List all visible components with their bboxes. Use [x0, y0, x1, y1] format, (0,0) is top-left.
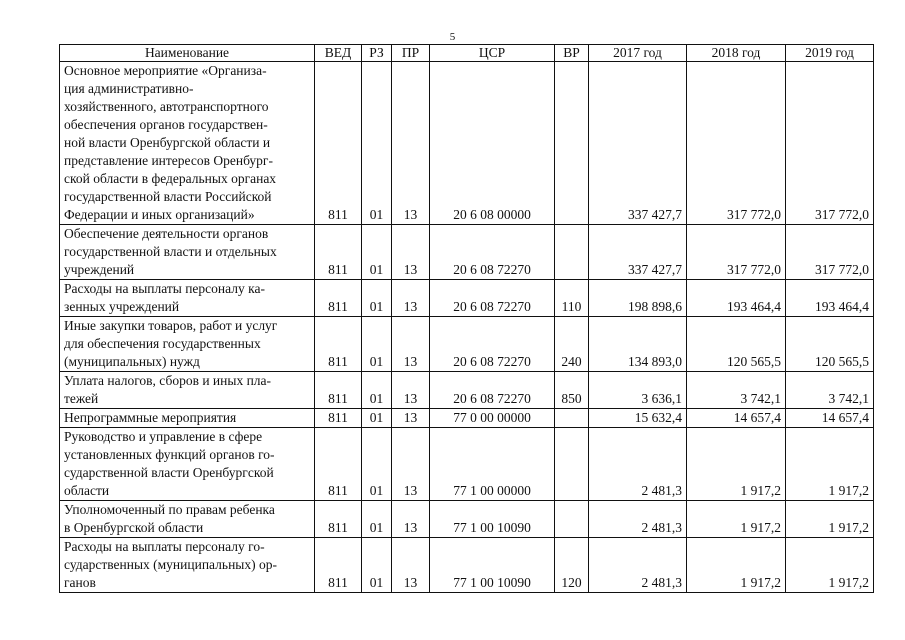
name-line: хозяйственного, автотранспортного — [64, 99, 269, 114]
name-line: сударственной власти Оренбургской — [64, 465, 274, 480]
cell-ved: 811 — [315, 372, 362, 409]
name-line: государственной власти и отдельных — [64, 244, 277, 259]
cell-pr: 13 — [392, 225, 430, 280]
cell-2017: 337 427,7 — [589, 62, 687, 225]
name-line: государственной власти Российской — [64, 189, 272, 204]
cell-name — [60, 317, 315, 372]
cell-2019: 317 772,0 — [786, 225, 874, 280]
name-line: учреждений — [64, 262, 135, 277]
cell-2019: 1 917,2 — [786, 428, 874, 501]
name-line: сударственных (муниципальных) ор- — [64, 557, 277, 572]
cell-pr: 13 — [392, 280, 430, 317]
cell-vr — [555, 501, 589, 538]
cell-2017: 3 636,1 — [589, 372, 687, 409]
cell-csr: 20 6 08 72270 — [430, 280, 555, 317]
cell-2018: 14 657,4 — [687, 409, 786, 428]
name-line: ской области в федеральных органах — [64, 171, 277, 186]
cell-rz: 01 — [362, 280, 392, 317]
cell-csr: 20 6 08 72270 — [430, 225, 555, 280]
cell-name — [60, 280, 315, 317]
header-pr: ПР — [392, 45, 430, 62]
cell-ved: 811 — [315, 409, 362, 428]
cell-2017: 15 632,4 — [589, 409, 687, 428]
cell-csr: 77 1 00 00000 — [430, 428, 555, 501]
cell-2018: 317 772,0 — [687, 62, 786, 225]
cell-2018: 3 742,1 — [687, 372, 786, 409]
cell-ved: 811 — [315, 225, 362, 280]
cell-2019: 14 657,4 — [786, 409, 874, 428]
cell-2018: 317 772,0 — [687, 225, 786, 280]
cell-vr — [555, 409, 589, 428]
cell-name — [60, 409, 315, 428]
cell-pr: 13 — [392, 62, 430, 225]
name-line: области — [64, 483, 110, 498]
cell-2017: 198 898,6 — [589, 280, 687, 317]
cell-2019: 317 772,0 — [786, 62, 874, 225]
cell-ved: 811 — [315, 538, 362, 593]
table-row — [60, 372, 874, 409]
cell-ved: 811 — [315, 428, 362, 501]
name-line: Обеспечение деятельности органов — [64, 226, 269, 241]
cell-ved: 811 — [315, 501, 362, 538]
cell-csr: 20 6 08 00000 — [430, 62, 555, 225]
cell-2019: 1 917,2 — [786, 501, 874, 538]
name-line: Уполномоченный по правам ребенка — [64, 502, 275, 517]
table-row — [60, 62, 874, 225]
table-row — [60, 280, 874, 317]
cell-ved: 811 — [315, 62, 362, 225]
name-line: тежей — [64, 391, 99, 406]
table-row — [60, 538, 874, 593]
cell-vr — [555, 428, 589, 501]
cell-csr: 77 1 00 10090 — [430, 501, 555, 538]
page-number: 5 — [449, 31, 456, 43]
table-row — [60, 317, 874, 372]
name-line: для обеспечения государственных — [64, 336, 261, 351]
budget-table — [59, 44, 874, 593]
name-line: Непрограммные мероприятия — [64, 410, 237, 425]
cell-name — [60, 501, 315, 538]
table-body — [60, 62, 874, 593]
cell-rz: 01 — [362, 62, 392, 225]
cell-vr: 240 — [555, 317, 589, 372]
name-line: зенных учреждений — [64, 299, 180, 314]
cell-rz: 01 — [362, 317, 392, 372]
cell-vr — [555, 225, 589, 280]
cell-pr: 13 — [392, 428, 430, 501]
cell-vr: 120 — [555, 538, 589, 593]
name-line: установленных функций органов го- — [64, 447, 275, 462]
cell-rz: 01 — [362, 538, 392, 593]
cell-2017: 337 427,7 — [589, 225, 687, 280]
cell-csr: 20 6 08 72270 — [430, 372, 555, 409]
cell-2017: 134 893,0 — [589, 317, 687, 372]
header-2017: 2017 год — [589, 45, 687, 62]
name-line: Федерации и иных организаций» — [64, 207, 255, 222]
cell-2018: 1 917,2 — [687, 538, 786, 593]
name-line: ной власти Оренбургской области и — [64, 135, 271, 150]
name-line: (муниципальных) нужд — [64, 354, 200, 369]
table-header-row — [60, 45, 874, 62]
cell-pr: 13 — [392, 538, 430, 593]
cell-csr: 20 6 08 72270 — [430, 317, 555, 372]
name-line: представление интересов Оренбург- — [64, 153, 273, 168]
cell-2018: 1 917,2 — [687, 501, 786, 538]
name-line: ганов — [64, 575, 96, 590]
cell-vr: 850 — [555, 372, 589, 409]
cell-vr — [555, 62, 589, 225]
name-line: Руководство и управление в сфере — [64, 429, 263, 444]
cell-2017: 2 481,3 — [589, 538, 687, 593]
cell-name — [60, 225, 315, 280]
table-row — [60, 501, 874, 538]
table-row — [60, 428, 874, 501]
cell-2019: 120 565,5 — [786, 317, 874, 372]
name-line: Расходы на выплаты персоналу го- — [64, 539, 265, 554]
header-2019: 2019 год — [786, 45, 874, 62]
cell-csr: 77 0 00 00000 — [430, 409, 555, 428]
name-line: Расходы на выплаты персоналу ка- — [64, 281, 265, 296]
cell-vr: 110 — [555, 280, 589, 317]
name-line: в Оренбургской области — [64, 520, 204, 535]
cell-2018: 193 464,4 — [687, 280, 786, 317]
cell-2018: 120 565,5 — [687, 317, 786, 372]
cell-name — [60, 62, 315, 225]
cell-rz: 01 — [362, 372, 392, 409]
cell-2018: 1 917,2 — [687, 428, 786, 501]
header-2018: 2018 год — [687, 45, 786, 62]
cell-2019: 193 464,4 — [786, 280, 874, 317]
header-csr: ЦСР — [430, 45, 555, 62]
name-line: ция административно- — [64, 81, 194, 96]
cell-2019: 3 742,1 — [786, 372, 874, 409]
cell-ved: 811 — [315, 317, 362, 372]
cell-2017: 2 481,3 — [589, 501, 687, 538]
name-line: Основное мероприятие «Организа- — [64, 63, 267, 78]
cell-ved: 811 — [315, 280, 362, 317]
cell-pr: 13 — [392, 317, 430, 372]
name-line: обеспечения органов государствен- — [64, 117, 268, 132]
header-name: Наименование — [60, 45, 315, 62]
header-vr: ВР — [555, 45, 589, 62]
header-ved: ВЕД — [315, 45, 362, 62]
table-row — [60, 225, 874, 280]
cell-rz: 01 — [362, 225, 392, 280]
name-line: Уплата налогов, сборов и иных пла- — [64, 373, 272, 388]
cell-name — [60, 538, 315, 593]
cell-csr: 77 1 00 10090 — [430, 538, 555, 593]
cell-rz: 01 — [362, 428, 392, 501]
cell-rz: 01 — [362, 501, 392, 538]
header-rz: РЗ — [362, 45, 392, 62]
cell-rz: 01 — [362, 409, 392, 428]
table-row — [60, 409, 874, 428]
cell-name — [60, 372, 315, 409]
cell-2017: 2 481,3 — [589, 428, 687, 501]
cell-pr: 13 — [392, 372, 430, 409]
name-line: Иные закупки товаров, работ и услуг — [64, 318, 278, 333]
cell-name — [60, 428, 315, 501]
cell-pr: 13 — [392, 409, 430, 428]
cell-pr: 13 — [392, 501, 430, 538]
cell-2019: 1 917,2 — [786, 538, 874, 593]
